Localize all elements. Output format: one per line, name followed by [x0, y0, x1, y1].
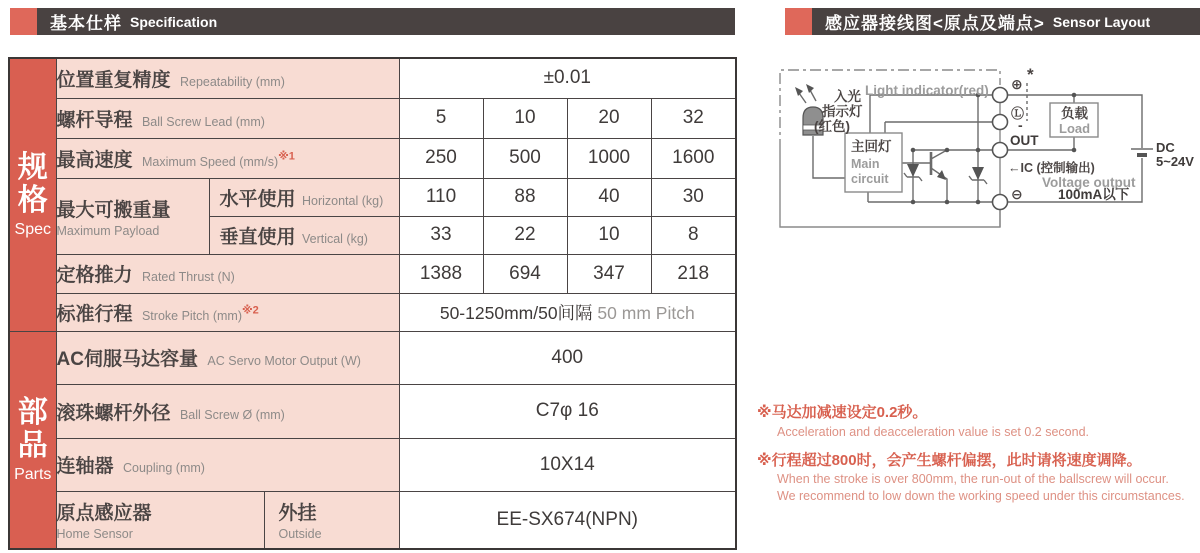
- spec-header-title-en: Specification: [130, 13, 218, 30]
- current-limit-label: 100mA以下: [1058, 187, 1130, 202]
- wire-plus-rail: [870, 95, 1000, 133]
- junction-dot: [976, 148, 981, 153]
- group-parts-label-zh: 部品: [17, 395, 48, 463]
- horizontal-zh: 水平使用: [219, 188, 296, 210]
- footnotes: [757, 402, 1200, 505]
- group-parts-label-en: Parts: [14, 465, 52, 483]
- home-sensor-value: EE-SX674(NPN): [399, 491, 736, 549]
- horizontal-en: Horizontal (kg): [301, 193, 384, 208]
- stroke-value-zh: 50-1250mm/50间隔: [439, 302, 593, 323]
- speed-value-3: 1600: [651, 138, 736, 178]
- vertical-value-0: 33: [399, 216, 483, 254]
- row-home-sensor-label: [56, 491, 264, 549]
- speed-en: Maximum Speed (mm/s): [141, 154, 279, 169]
- row-ballscrew-label: [56, 384, 399, 438]
- junction-dot: [976, 200, 981, 205]
- speed-value-0: 250: [399, 138, 483, 178]
- terminal-star: *: [1027, 65, 1034, 84]
- lead-en: Ball Screw Lead (mm): [141, 114, 265, 129]
- thrust-value-1: 694: [483, 254, 567, 293]
- horizontal-value-2: 40: [567, 178, 651, 216]
- load-label-zh: 负载: [1061, 106, 1088, 121]
- motor-value: 400: [399, 331, 736, 384]
- junction-dot: [1072, 148, 1077, 153]
- terminal-out-label: OUT: [1010, 133, 1039, 148]
- payload-zh: 最大可搬重量: [56, 199, 171, 221]
- sensor-section-header: [785, 8, 1200, 35]
- lead-value-3: 32: [651, 98, 736, 138]
- wire-minus-rail: [868, 192, 1000, 202]
- table-row: [9, 491, 736, 549]
- table-row: [9, 293, 736, 331]
- red-square-accent: [10, 8, 37, 35]
- table-row: [9, 331, 736, 384]
- junction-dot: [1072, 93, 1077, 98]
- terminal-minus-symbol: ⊖: [1011, 186, 1023, 202]
- light-arrow-head: [795, 87, 803, 96]
- home-sensor-en: Home Sensor: [56, 527, 133, 542]
- speed-zh: 最高速度: [56, 149, 133, 171]
- speed-value-2: 1000: [567, 138, 651, 178]
- speed-value-1: 500: [483, 138, 567, 178]
- row-speed-label: [56, 138, 399, 178]
- terminal-out-circle: [993, 143, 1008, 158]
- row-stroke-label: [56, 293, 399, 331]
- table-row: [9, 438, 736, 491]
- coupling-value: 10X14: [399, 438, 736, 491]
- junction-dot: [911, 200, 916, 205]
- vertical-en: Vertical (kg): [301, 231, 368, 246]
- main-circuit-label-zh: 主回灯: [851, 139, 892, 154]
- main-circuit-label-en1: Main: [851, 157, 880, 171]
- table-row: [9, 384, 736, 438]
- lead-zh: 螺杆导程: [56, 109, 133, 131]
- load-label-en: Load: [1059, 121, 1091, 136]
- terminal-minus-circle: [993, 195, 1008, 210]
- junction-dot: [945, 148, 950, 153]
- wire-light-rail: [885, 122, 1000, 133]
- vertical-value-2: 10: [567, 216, 651, 254]
- led-label-zh2: 指示灯: [822, 104, 863, 119]
- stroke-footnote-marker: ※2: [241, 304, 259, 317]
- thrust-zh: 定格推力: [56, 265, 133, 286]
- row-motor-label: [56, 331, 399, 384]
- footnote-2-zh: ※行程超过800时，会产生螺杆偏摆，此时请将速度调降。: [757, 451, 1142, 469]
- specification-table: [8, 57, 737, 550]
- outside-zh: 外挂: [278, 503, 317, 525]
- outside-en: Outside: [278, 527, 322, 542]
- zener-diode-left: [907, 164, 919, 177]
- row-payload-label: [56, 178, 209, 254]
- thrust-value-2: 347: [567, 254, 651, 293]
- table-row: [9, 254, 736, 293]
- vertical-value-1: 22: [483, 216, 567, 254]
- ballscrew-en: Ball Screw Ø (mm): [179, 407, 285, 422]
- terminal-plus-circle: [993, 88, 1008, 103]
- horizontal-value-1: 88: [483, 178, 567, 216]
- group-parts: [9, 331, 56, 549]
- group-spec: [9, 58, 56, 331]
- led-label-zh3: (红色): [814, 119, 850, 134]
- footnote-1-zh: ※马达加减速设定0.2秒。: [757, 404, 928, 421]
- spec-header-title-zh: 基本仕样: [50, 14, 122, 33]
- table-row: [9, 138, 736, 178]
- terminal-light-symbol: Ⓛ: [1011, 106, 1025, 121]
- repeatability-en: Repeatability (mm): [179, 74, 285, 89]
- table-row: [9, 58, 736, 98]
- row-lead-label: [56, 98, 399, 138]
- lead-value-2: 20: [567, 98, 651, 138]
- thrust-en: Rated Thrust (N): [141, 270, 235, 284]
- ballscrew-zh: 滚珠螺杆外径: [56, 402, 171, 424]
- table-row: [9, 178, 736, 216]
- footnote-2-en-2: We recommend to low down the working speed under this circumstances.: [777, 489, 1185, 504]
- junction-dot: [945, 200, 950, 205]
- repeatability-zh: 位置重复精度: [56, 69, 171, 91]
- light-arrow-head: [806, 84, 814, 93]
- led-label-zh1: 入光: [834, 89, 861, 104]
- dc-label-2: 5~24V: [1156, 154, 1194, 169]
- sensor-header-title-en: Sensor Layout: [1052, 13, 1151, 30]
- speed-footnote-marker: ※1: [278, 150, 295, 163]
- zener-diode-right: [972, 167, 984, 180]
- row-outside-label: [264, 491, 399, 549]
- group-spec-label-zh: 规格: [17, 150, 48, 218]
- spec-header-bar: [37, 8, 735, 35]
- horizontal-value-3: 30: [651, 178, 736, 216]
- footnote-2-en-1: When the stroke is over 800mm, the run-out of the ballscrew will occur.: [777, 472, 1169, 487]
- motor-en: AC Servo Motor Output (W): [207, 354, 361, 368]
- thrust-value-0: 1388: [399, 254, 483, 293]
- payload-en: Maximum Payload: [56, 223, 160, 238]
- coupling-en: Coupling (mm): [122, 461, 205, 475]
- row-repeatability-label: [56, 58, 399, 98]
- stroke-value-en: 50 mm Pitch: [592, 302, 695, 323]
- spec-section-header: [10, 8, 735, 35]
- group-spec-label-en: Spec: [14, 220, 51, 238]
- terminal-light-circle: [993, 115, 1008, 130]
- vertical-zh: 垂直使用: [219, 226, 296, 248]
- lead-value-0: 5: [399, 98, 483, 138]
- vertical-value-3: 8: [651, 216, 736, 254]
- row-thrust-label: [56, 254, 399, 293]
- light-indicator-label: Light indicator(red): [865, 83, 989, 98]
- row-coupling-label: [56, 438, 399, 491]
- voltage-output-label: Voltage output: [1042, 175, 1136, 190]
- coupling-zh: 连轴器: [56, 456, 114, 477]
- sensor-header-title-zh: 感应器接线图<原点及端点>: [825, 14, 1045, 33]
- horizontal-value-0: 110: [399, 178, 483, 216]
- transistor-emitter-arrow: [937, 170, 946, 180]
- terminal-plus-symbol: ⊕: [1011, 76, 1023, 92]
- junction-dot: [911, 148, 916, 153]
- stroke-en: Stroke Pitch (mm): [141, 308, 242, 323]
- ic-output-label: ←IC (控制输出): [1008, 161, 1095, 175]
- footnote-1-en: Acceleration and deacceleration value is set 0.2 second.: [777, 424, 1089, 439]
- main-circuit-label-en2: circuit: [851, 172, 889, 186]
- home-sensor-zh: 原点感应器: [56, 503, 152, 525]
- led-wire: [813, 136, 845, 178]
- dc-label-1: DC: [1156, 140, 1175, 155]
- lead-value-1: 10: [483, 98, 567, 138]
- row-horizontal-label: [209, 178, 399, 216]
- thrust-value-3: 218: [651, 254, 736, 293]
- sensor-header-bar: [812, 8, 1200, 35]
- stroke-value: [399, 293, 736, 331]
- ballscrew-value: C7φ 16: [399, 384, 736, 438]
- terminal-light-dash: -: [1018, 117, 1023, 133]
- sensor-wiring-diagram: [770, 55, 1200, 235]
- row-vertical-label: [209, 216, 399, 254]
- motor-zh: AC伺服马达容量: [56, 349, 198, 370]
- table-row: [9, 98, 736, 138]
- red-square-accent: [785, 8, 812, 35]
- stroke-zh: 标准行程: [56, 303, 133, 325]
- repeatability-value: ±0.01: [399, 58, 736, 98]
